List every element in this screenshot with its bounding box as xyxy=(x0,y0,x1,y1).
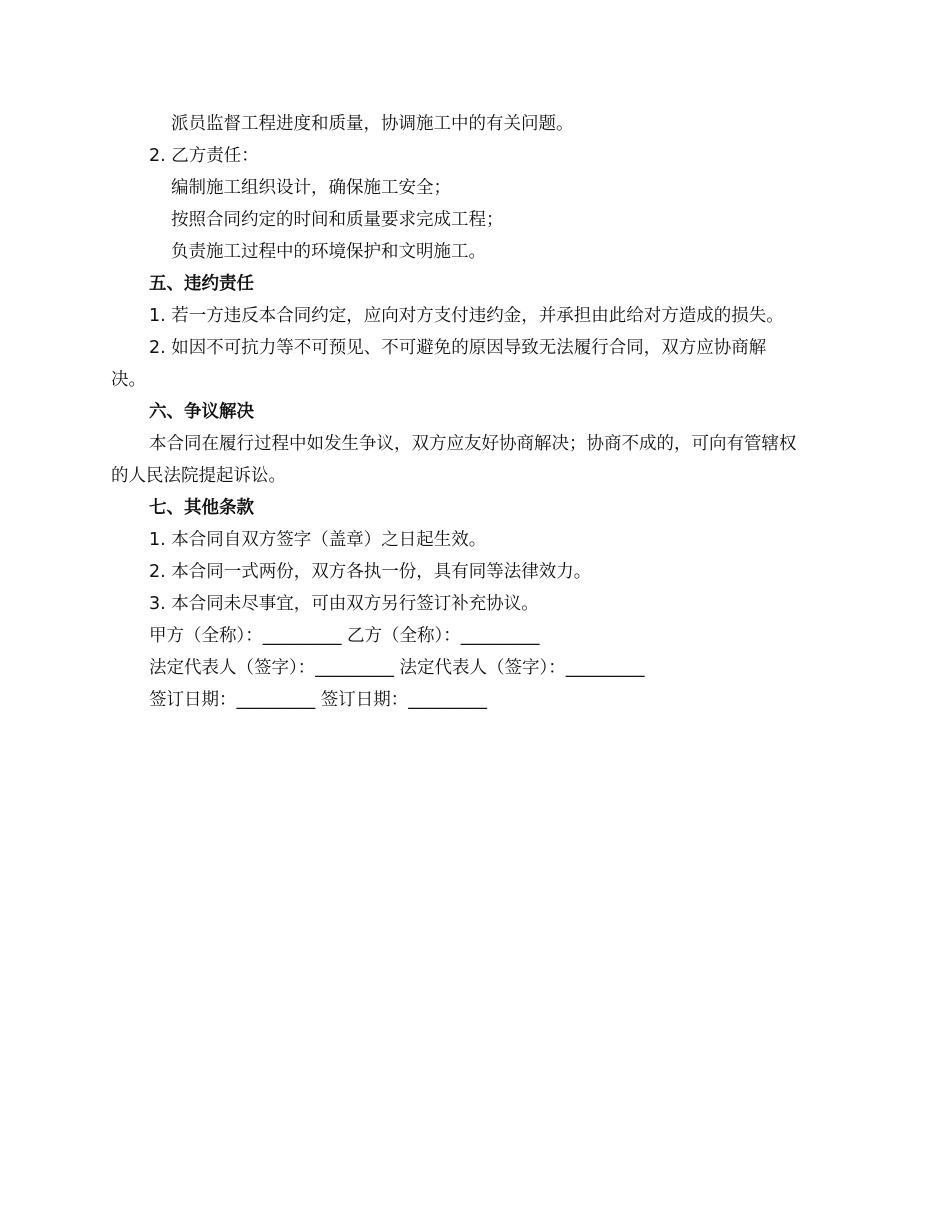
list-item: 3. 本合同未尽事宜，可由双方另行签订补充协议。 xyxy=(149,594,539,614)
signature-line-dates: 签订日期：_________ 签订日期：_________ xyxy=(149,690,488,710)
list-item: 2. 乙方责任： xyxy=(149,146,259,166)
list-item: 1. 本合同自双方签字（盖章）之日起生效。 xyxy=(149,530,487,550)
paragraph-line: 负责施工过程中的环境保护和文明施工。 xyxy=(171,242,486,262)
list-item: 2. 如因不可抗力等不可预见、不可避免的原因导致无法履行合同，双方应协商解 xyxy=(149,338,767,358)
paragraph-line: 按照合同约定的时间和质量要求完成工程； xyxy=(171,210,504,230)
list-item: 1. 若一方违反本合同约定，应向对方支付违约金，并承担由此给对方造成的损失。 xyxy=(149,306,784,326)
section-heading: 七、其他条款 xyxy=(149,498,254,518)
list-item: 2. 本合同一式两份，双方各执一份，具有同等法律效力。 xyxy=(149,562,592,582)
paragraph-line: 派员监督工程进度和质量，协调施工中的有关问题。 xyxy=(171,114,574,134)
paragraph-line: 本合同在履行过程中如发生争议，双方应友好协商解决；协商不成的，可向有管辖权 xyxy=(149,434,797,454)
section-heading: 六、争议解决 xyxy=(149,402,254,422)
paragraph-line: 编制施工组织设计，确保施工安全； xyxy=(171,178,451,198)
section-heading: 五、违约责任 xyxy=(149,274,254,294)
signature-line-party-names: 甲方（全称）：_________ 乙方（全称）：_________ xyxy=(149,626,540,646)
signature-line-representatives: 法定代表人（签字）：_________ 法定代表人（签字）：_________ xyxy=(149,658,645,678)
paragraph-line: 决。 xyxy=(111,370,146,390)
paragraph-line: 的人民法院提起诉讼。 xyxy=(111,466,286,486)
